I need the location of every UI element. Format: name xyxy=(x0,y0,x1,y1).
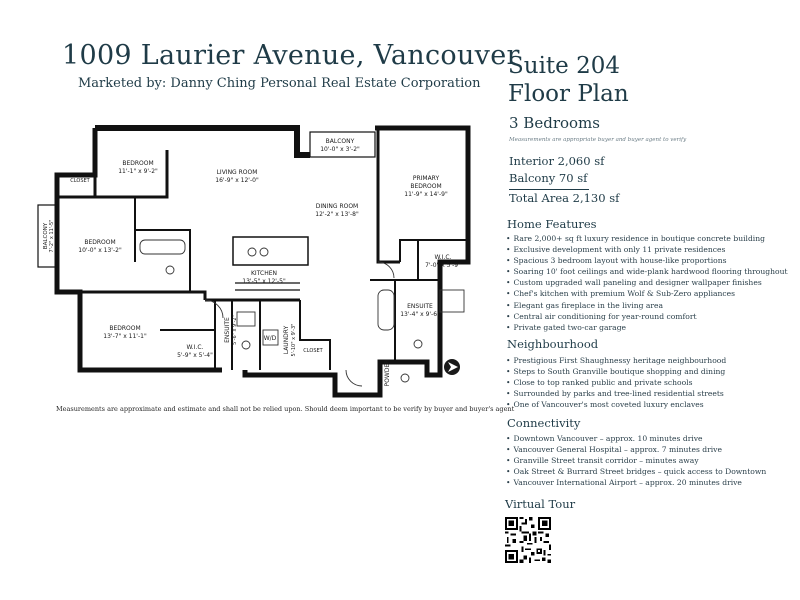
total-area: Total Area 2,130 sf xyxy=(509,191,620,205)
list-item: • Downtown Vancouver – approx. 10 minutes drive xyxy=(506,433,766,444)
home-features-heading: Home Features xyxy=(507,217,597,231)
list-item: • Close to top ranked public and private schools xyxy=(506,377,726,388)
room-dims: 7'-2" x 11'-5" xyxy=(49,219,55,253)
room-label: PRIMARY xyxy=(412,175,440,182)
list-item: • One of Vancouver's most coveted luxury enclaves xyxy=(506,399,726,410)
room-label: POWDER xyxy=(384,359,391,387)
room-label: DINING ROOM xyxy=(315,203,359,210)
neighbourhood-heading: Neighbourhood xyxy=(507,337,599,351)
list-item: • Oak Street & Burrard Street bridges – quick access to Downtown xyxy=(506,466,766,477)
room-label: W.I.C. xyxy=(186,344,204,351)
list-item: • Private gated two-car garage xyxy=(506,322,788,333)
floor-plan xyxy=(0,0,500,420)
list-item: • Vancouver International Airport – approx. 20 minutes drive xyxy=(506,477,766,488)
page-title: 1009 Laurier Avenue, Vancouver xyxy=(62,40,520,71)
list-item: • Central air conditioning for year-round comfort xyxy=(506,311,788,322)
room-label: W/D xyxy=(263,335,277,342)
room-label: BEDROOM xyxy=(410,183,442,190)
suite-heading xyxy=(508,52,629,108)
bedroom-count: 3 Bedrooms xyxy=(509,114,600,132)
floor-plan-label: Floor Plan xyxy=(508,81,629,107)
list-item: • Rare 2,000+ sq ft luxury residence in boutique concrete building xyxy=(506,233,788,244)
room-label: BEDROOM xyxy=(109,325,141,332)
list-item: • Spacious 3 bedroom layout with house-like proportions xyxy=(506,255,788,266)
interior-area: Interior 2,060 sf xyxy=(509,154,605,168)
room-label: BEDROOM xyxy=(122,160,154,167)
room-label: BALCONY xyxy=(43,222,49,250)
suite-number: Suite 204 xyxy=(508,53,620,79)
room-dims: 11'-9" x 14'-9" xyxy=(404,191,448,198)
room-dims: 13'-5" x 12'-5" xyxy=(242,278,286,285)
room-label: KITCHEN xyxy=(251,270,277,277)
room-dims: 13'-7" x 11'-1" xyxy=(103,333,147,340)
room-dims: 12'-2" x 13'-8" xyxy=(315,211,359,218)
room-label: BEDROOM xyxy=(84,239,116,246)
list-item: • Elegant gas fireplace in the living area xyxy=(506,300,788,311)
room-label: CLOSET xyxy=(70,178,90,184)
list-item: • Prestigious First Shaughnessy heritage neighbourhood xyxy=(506,355,726,366)
list-item: • Custom upgraded wall paneling and designer wallpaper finishes xyxy=(506,277,788,288)
disclaimer-footnote: Measurements are approximate and estimate and shall not be relied upon. Should deem important to be verify by buyer and buyer's agent xyxy=(56,405,515,413)
virtual-tour-label: Virtual Tour xyxy=(505,497,576,511)
list-item: • Vancouver General Hospital – approx. 7 minutes drive xyxy=(506,444,766,455)
room-dims: 13'-4" x 9'-6" xyxy=(400,311,440,318)
room-label: ENSUITE xyxy=(224,317,231,343)
room-dims: 10'-0" x 3'-2" xyxy=(320,146,360,153)
connectivity-heading: Connectivity xyxy=(507,416,581,430)
neighbourhood-list xyxy=(506,355,726,410)
room-dims: 16'-9" x 12'-0" xyxy=(215,177,259,184)
divider xyxy=(509,189,589,190)
marketed-by: Marketed by: Danny Ching Personal Real Estate Corporation xyxy=(78,76,481,91)
list-item: • Surrounded by parks and tree-lined residential streets xyxy=(506,388,726,399)
room-dims: 10'-0" x 13'-2" xyxy=(78,247,122,254)
room-label: LIVING ROOM xyxy=(216,169,258,176)
measurement-note: Measurements are appropriate buyer and buyer agent to verify xyxy=(509,137,687,143)
connectivity-list xyxy=(506,433,766,488)
balcony-area: Balcony 70 sf xyxy=(509,171,588,185)
list-item: • Granville Street transit corridor – minutes away xyxy=(506,455,766,466)
list-item: • Exclusive development with only 11 private residences xyxy=(506,244,788,255)
qr-code-icon[interactable] xyxy=(505,517,551,563)
room-label: ENSUITE xyxy=(407,303,433,310)
room-label: CLOSET xyxy=(303,348,323,354)
north-arrow-icon xyxy=(444,359,460,375)
room-dims: 5'-10" x 9'-3" xyxy=(291,323,297,357)
list-item: • Soaring 10' foot ceilings and wide-plank hardwood flooring throughout xyxy=(506,266,788,277)
room-dims: 5'-6" x 9'-2" xyxy=(232,315,238,345)
home-features-list xyxy=(506,233,788,333)
room-dims: 7'-0" x 5'-9" xyxy=(425,262,461,269)
room-dims: 5'-9" x 5'-4" xyxy=(177,352,213,359)
room-label: LAUNDRY xyxy=(283,325,290,355)
list-item: • Chef's kitchen with premium Wolf & Sub-Zero appliances xyxy=(506,288,788,299)
room-label: BALCONY xyxy=(325,138,355,145)
room-dims: 11'-1" x 9'-2" xyxy=(118,168,158,175)
room-label: W.I.C. xyxy=(434,254,452,261)
list-item: • Steps to South Granville boutique shopping and dining xyxy=(506,366,726,377)
